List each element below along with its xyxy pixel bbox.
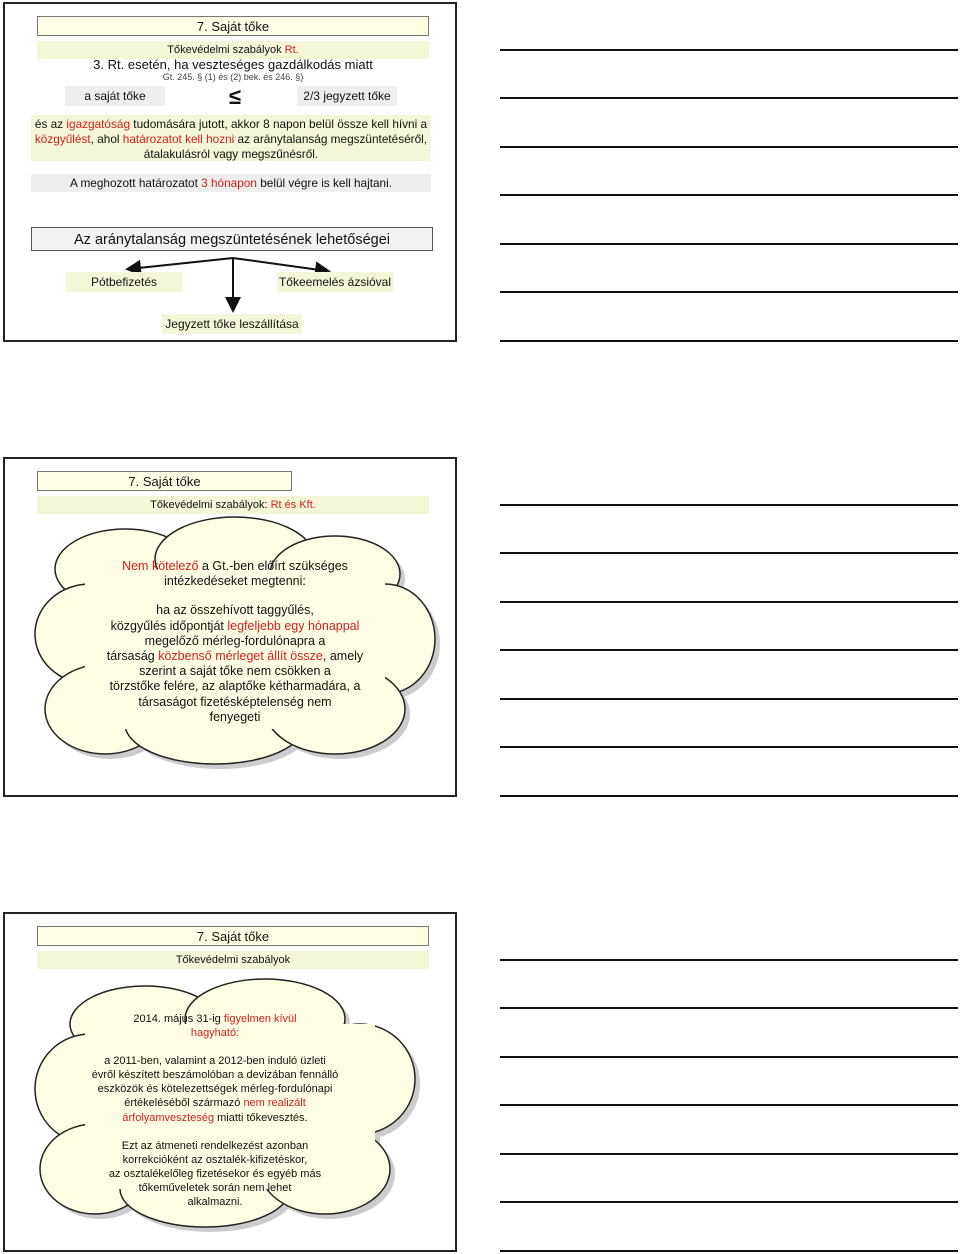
note-line [500,243,958,245]
slide-subtitle: Tőkevédelmi szabályok: Rt és Kft. [37,496,429,514]
note-line [500,649,958,651]
slide-title: 7. Saját tőke [37,16,429,36]
own-equity-box: a saját tőke [65,86,165,106]
slide-title: 7. Saját tőke [37,471,292,491]
options-arrows [5,4,459,344]
option-additional-payment: Pótbefizetés [65,272,183,292]
less-or-equal-symbol: ≤ [228,84,242,109]
heading: 3. Rt. esetén, ha veszteséges gazdálkodás miatt [93,57,373,72]
note-line [500,959,958,961]
slide-2 [3,457,457,797]
note-line [500,1056,958,1058]
slide-title: 7. Saját tőke [37,926,429,946]
note-line [500,97,958,99]
convocation-paragraph: és az igazgatóság tudomására jutott, akkor 8 napon belül össze kell hívni a közgyűlést, ahol határozatot kell hozni az aránytalanság megszüntetéséről, átalakulásról vagy megszűnésről. [31,115,431,161]
note-line [500,1104,958,1106]
slide-3 [3,912,457,1252]
slide-subtitle: Tőkevédelmi szabályok [37,951,429,969]
note-lines [500,0,958,1254]
note-line [500,552,958,554]
note-line [500,1201,958,1203]
note-line [500,1250,958,1252]
note-line [500,49,958,51]
note-line [500,340,958,342]
cloud-text: Nem kötelező a Gt.-ben előírt szükséges intézkedéseket megtenni: ha az összehívott taggyűlés, közgyűlés időpontját legfeljebb egy hónappal megelőző mérleg-fordulónapra a társaság közbenső mérleget állít össze, amely szerint a saját tőke nem csökken a törzstőke felére, az alaptőke kétharmadára, a társaságot fizetésképtelenség nem fenyegeti [106,559,364,724]
slide-subtitle: Tőkevédelmi szabályok Rt. [37,41,429,59]
option-capital-increase-premium: Tőkeemelés ázsióval [277,272,393,292]
note-line [500,795,958,797]
note-line [500,146,958,148]
note-line [500,601,958,603]
note-line [500,1153,958,1155]
cloud-text: 2014. május 31-ig figyelmen kívül hagyható: a 2011-ben, valamint a 2012-ben induló üzleti évről készített beszámolóban a devizában fennálló eszközök és kötelezettségek mérleg-fordulónapi értékeléséből származó nem realizált árfolyamveszteség miatti tőkevesztés. Ezt az átmeneti rendelkezést azonban korrekcióként az osztalék-kifizetéskor, az osztalékelőleg fizetésekor és egyéb más tőkeműveletek során nem lehet alkalmazni. [91,1013,339,1209]
note-line [500,291,958,293]
law-reference: Gt. 245. § (1) és (2) bek. és 246. §) [162,72,304,82]
deadline-note: A meghozott határozatot 3 hónapon belül végre is kell hajtani. [31,174,431,192]
option-capital-reduction: Jegyzett tőke leszállítása [162,314,302,334]
note-line [500,194,958,196]
note-line [500,504,958,506]
note-line [500,698,958,700]
options-title: Az aránytalanság megszüntetésének lehetőségei [31,227,433,251]
note-line [500,1007,958,1009]
note-line [500,746,958,748]
slide-1 [3,2,457,342]
registered-capital-box: 2/3 jegyzett tőke [297,86,397,106]
